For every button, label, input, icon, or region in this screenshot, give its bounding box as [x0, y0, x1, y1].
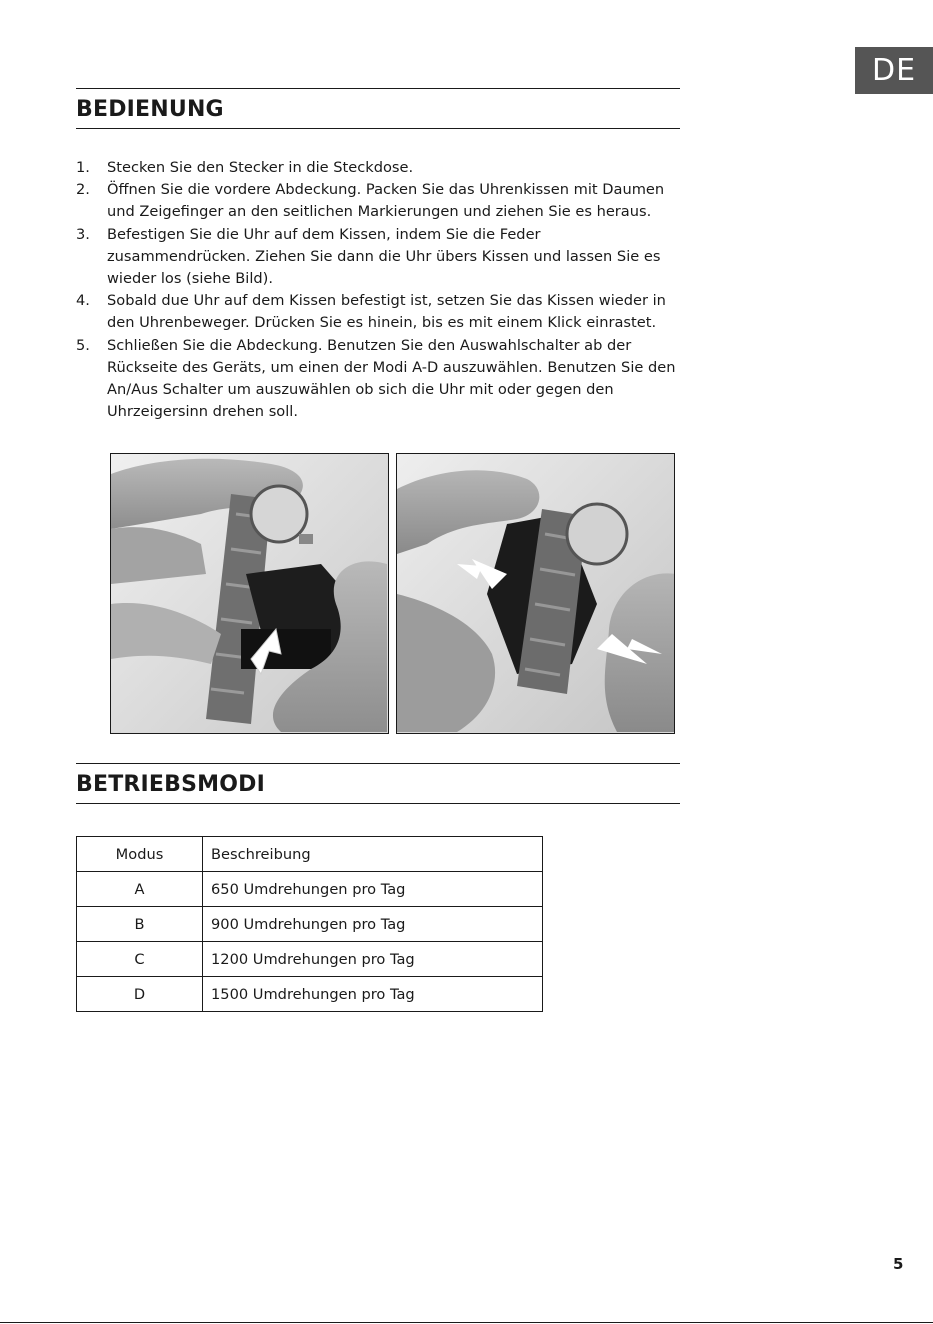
- step-item: [76, 179, 676, 223]
- photo-illustration-2: [397, 454, 675, 732]
- page-number: 5: [893, 1255, 904, 1273]
- step-number: 1.: [76, 159, 90, 176]
- modes-table: [76, 836, 543, 1012]
- step-text: Befestigen Sie die Uhr auf dem Kissen, indem Sie die Feder zusammendrücken. Ziehen Sie dann die Uhr übers Kissen und lassen Sie es wieder los (siehe Bild).: [107, 225, 661, 288]
- language-tab: DE: [855, 47, 933, 94]
- column-header-description: Beschreibung: [203, 837, 543, 872]
- section-header: [76, 88, 680, 129]
- description-cell: 1200 Umdrehungen pro Tag: [203, 942, 543, 977]
- step-item: [76, 290, 676, 334]
- section-modes: [76, 763, 680, 804]
- instruction-photo-2: [396, 453, 675, 734]
- mode-cell: B: [77, 907, 203, 942]
- step-number: 2.: [76, 181, 90, 199]
- step-text: Öffnen Sie die vordere Abdeckung. Packen Sie das Uhrenkissen mit Daumen und Zeigefinger an den seitlichen Markierungen und ziehen Sie es heraus.: [107, 181, 665, 221]
- photo-illustration-1: [111, 454, 387, 732]
- mode-cell: D: [77, 977, 203, 1012]
- step-text: Schließen Sie die Abdeckung. Benutzen Sie den Auswahlschalter ab der Rückseite des Geräts, um einen der Modi A-D auszuwählen. Benutzen Sie den An/Aus Schalter um auszuwählen ob sich die Uhr mit oder gegen den Uhrzeigersinn drehen soll.: [107, 336, 676, 421]
- section-operation: [76, 88, 680, 129]
- section-title-modes: BETRIEBSMODI: [76, 772, 266, 797]
- step-item: [76, 157, 676, 179]
- bottom-divider: [0, 1322, 933, 1323]
- step-number: 3.: [76, 225, 90, 243]
- table-row: [77, 872, 543, 907]
- step-text: Sobald due Uhr auf dem Kissen befestigt ist, setzen Sie das Kissen wieder in den Uhrenbeweger. Drücken Sie es hinein, bis es mit einem Klick einrastet.: [107, 292, 666, 332]
- description-cell: 650 Umdrehungen pro Tag: [203, 872, 543, 907]
- table-row: [77, 977, 543, 1012]
- mode-cell: A: [77, 872, 203, 907]
- steps-list: [76, 157, 676, 423]
- table-header-row: [77, 837, 543, 872]
- step-number: 4.: [76, 292, 90, 310]
- step-text: Stecken Sie den Stecker in die Steckdose.: [107, 159, 414, 176]
- column-header-mode: Modus: [77, 837, 203, 872]
- table-row: [77, 942, 543, 977]
- description-cell: 900 Umdrehungen pro Tag: [203, 907, 543, 942]
- section-title-operation: BEDIENUNG: [76, 97, 224, 122]
- table-row: [77, 907, 543, 942]
- mode-cell: C: [77, 942, 203, 977]
- description-cell: 1500 Umdrehungen pro Tag: [203, 977, 543, 1012]
- step-item: [76, 224, 676, 291]
- section-header: [76, 763, 680, 804]
- step-item: [76, 335, 676, 424]
- step-number: 5.: [76, 336, 90, 354]
- instruction-photo-1: [110, 453, 389, 734]
